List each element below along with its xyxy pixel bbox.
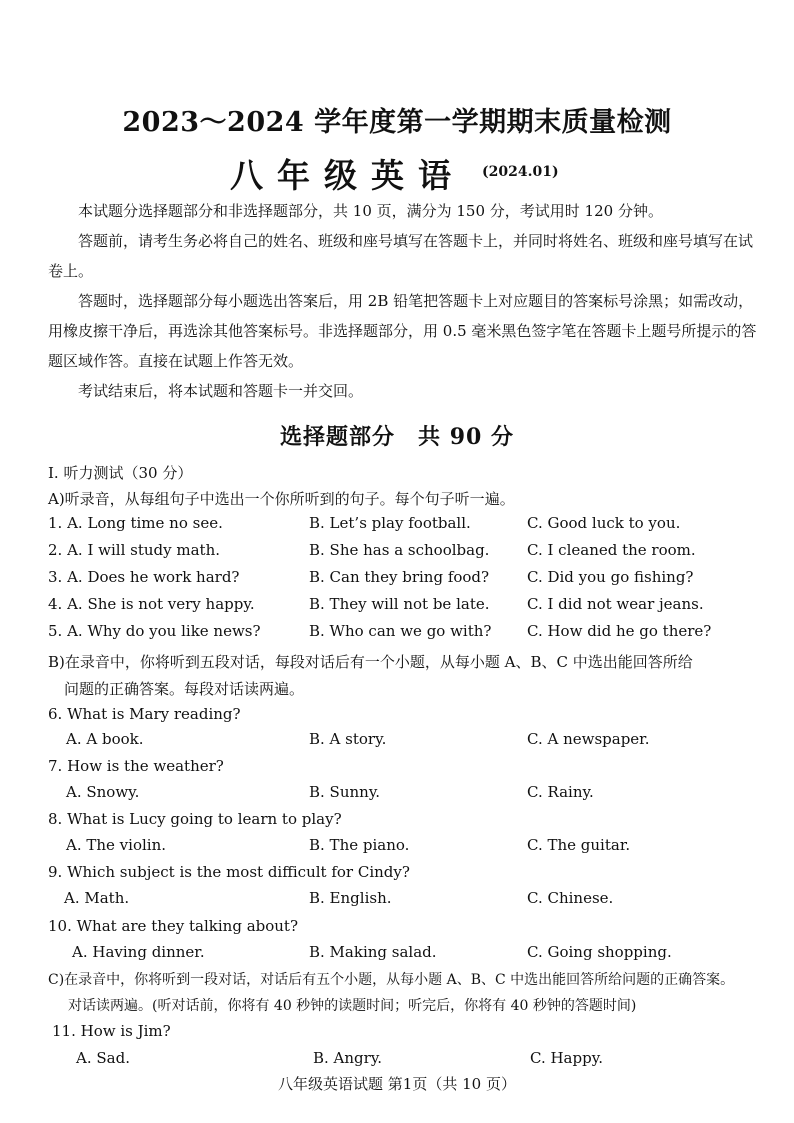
q5-option-c: C. How did he go there? [527,622,712,640]
instruction-3: 答题时，选择题部分每小题选出答案后，用 2B 铅笔把答题卡上对应题目的答案标号涂黑；如需改动，用橡皮擦干净后，再选涂其他答案标号。非选择题部分，用 0.5 毫米黑色签字笔在答题卡上题号所提示的答题区域作答。直接在试题上作答无效。 [48,292,757,370]
q6-option-a: A. A book. [66,730,144,748]
partB-instruction-1: B)在录音中，你将听到五段对话，每段对话后有一个小题，从每小题 A、B、C 中选出能回答所给 [48,653,693,671]
q2-option-c: C. I cleaned the room. [527,541,696,559]
q4-option-b: B. They will not be late. [309,595,490,613]
q3-option-a: 3. A. Does he work hard? [48,568,240,586]
q4-option-c: C. I did not wear jeans. [527,595,704,613]
q2-option-a: 2. A. I will study math. [48,541,220,559]
exam-date: (2024.01) [482,164,559,180]
q5-option-a: 5. A. Why do you like news? [48,622,261,640]
exam-subject: 八年级英语 [230,156,465,195]
instructions-block [48,196,758,406]
q9-option-a: A. Math. [64,889,130,907]
partB-instruction-2: 问题的正确答案。每段对话读两遍。 [64,680,305,698]
q1-option-b: B. Let’s play football. [309,514,471,532]
instruction-4: 考试结束后，将本试题和答题卡一并交回。 [78,382,364,400]
q2-option-b: B. She has a schoolbag. [309,541,490,559]
q7-option-a: A. Snowy. [66,783,140,801]
instruction-2: 答题前，请考生务必将自己的姓名、班级和座号填写在答题卡上，并同时将姓名、班级和座号填写在试卷上。 [48,232,754,280]
partA-instruction: A)听录音，从每组句子中选出一个你所听到的句子。每个句子听一遍。 [48,490,515,508]
q9-question: 9. Which subject is the most difficult for Cindy? [48,863,410,881]
q11-option-a: A. Sad. [76,1049,130,1067]
q6-option-b: B. A story. [309,730,387,748]
q3-option-b: B. Can they bring food? [309,568,490,586]
q7-option-c: C. Rainy. [527,783,594,801]
q11-option-c: C. Happy. [530,1049,603,1067]
q3-option-c: C. Did you go fishing? [527,568,694,586]
q9-option-c: C. Chinese. [527,889,614,907]
q10-option-b: B. Making salad. [309,943,437,961]
q8-option-a: A. The violin. [66,836,167,854]
q8-question: 8. What is Lucy going to learn to play? [48,810,342,828]
q9-option-b: B. English. [309,889,392,907]
q10-option-a: A. Having dinner. [72,943,205,961]
part1-heading: I. 听力测试（30 分） [48,464,193,482]
q8-option-b: B. The piano. [309,836,410,854]
q11-option-b: B. Angry. [313,1049,383,1067]
q4-option-a: 4. A. She is not very happy. [48,595,255,613]
partC-instruction-1: C)在录音中，你将听到一段对话，对话后有五个小题，从每小题 A、B、C 中选出能回答所给问题的正确答案。 [48,972,735,988]
q10-question: 10. What are they talking about? [48,917,298,935]
page-footer: 八年级英语试题 第1页（共 10 页） [278,1075,516,1093]
q7-question: 7. How is the weather? [48,757,224,775]
partC-instruction-2: 对话读两遍。(听对话前，你将有 40 秒钟的读题时间；听完后，你将有 40 秒钟的答题时间) [68,998,637,1014]
q8-option-c: C. The guitar. [527,836,631,854]
instruction-1: 本试题分选择题部分和非选择题部分，共 10 页，满分为 150 分，考试用时 120 分钟。 [78,202,663,220]
q6-option-c: C. A newspaper. [527,730,650,748]
q5-option-b: B. Who can we go with? [309,622,492,640]
q10-option-c: C. Going shopping. [527,943,672,961]
q11-question: 11. How is Jim? [52,1022,171,1040]
q1-option-a: 1. A. Long time no see. [48,514,223,532]
q6-question: 6. What is Mary reading? [48,705,241,723]
q7-option-b: B. Sunny. [309,783,381,801]
section-title: 选择题部分 共 90 分 [280,424,514,450]
q1-option-c: C. Good luck to you. [527,514,681,532]
exam-title: 2023～2024 学年度第一学期期末质量检测 [122,107,672,138]
